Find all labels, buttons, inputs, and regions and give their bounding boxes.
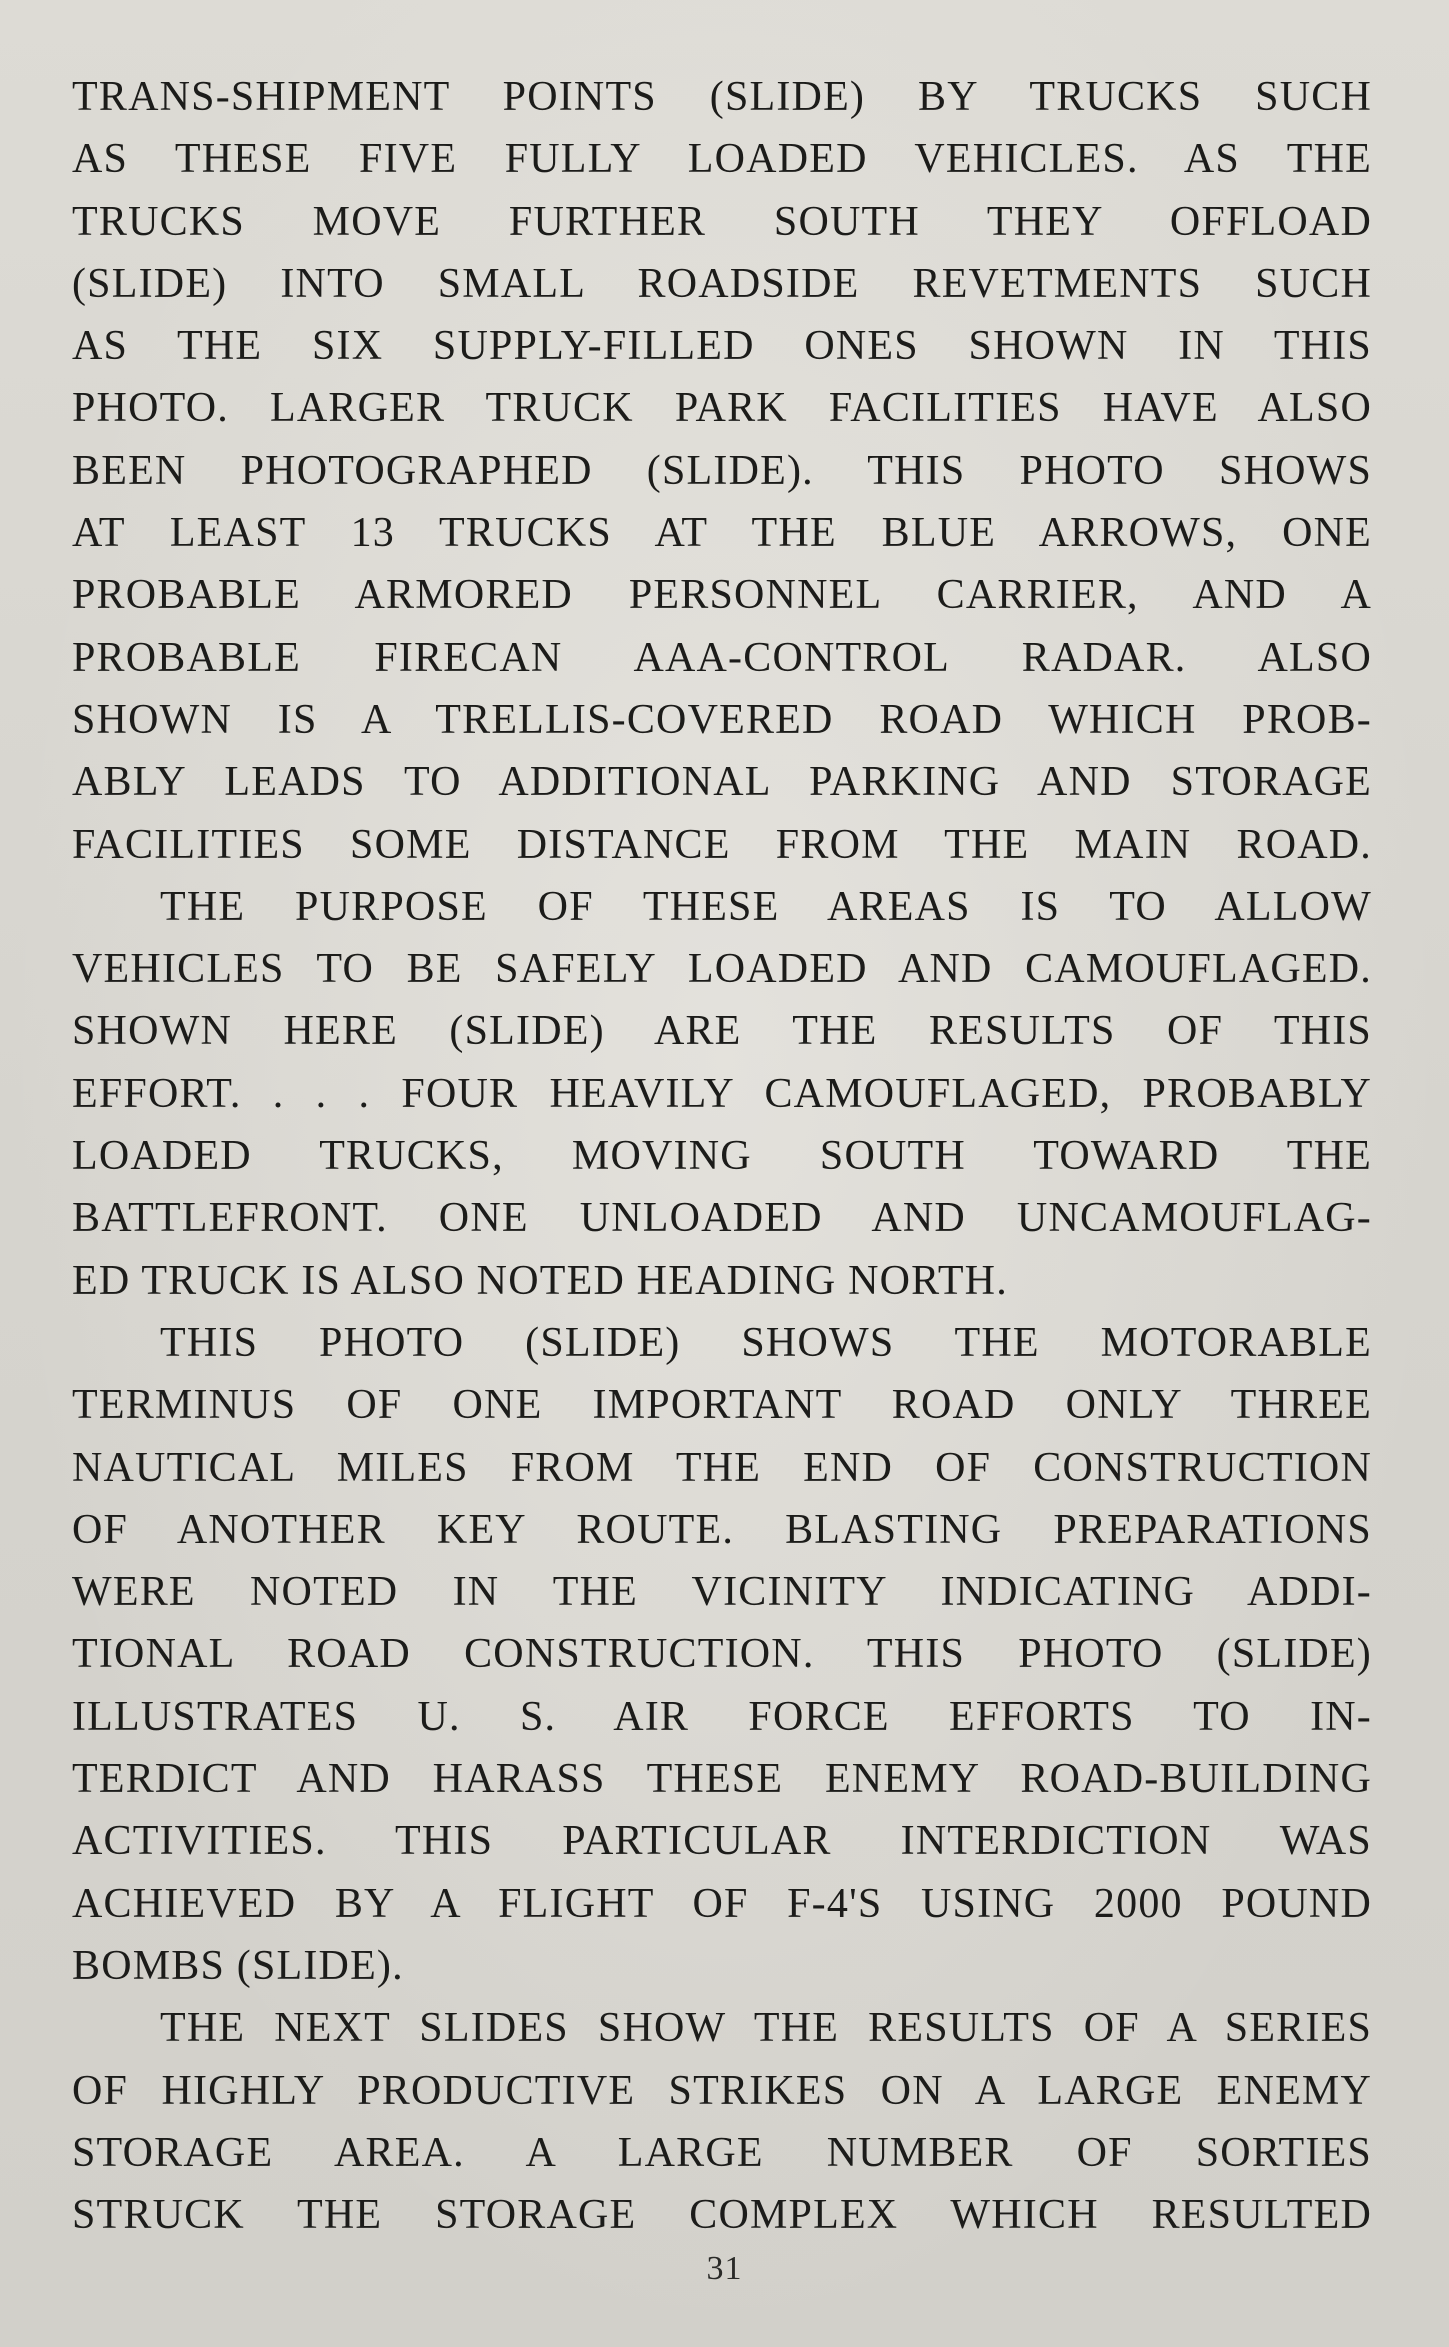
text-line: EFFORT. . . . FOUR HEAVILY CAMOUFLAGED, PROBABLY [72, 1070, 1372, 1117]
text-line: THE NEXT SLIDES SHOW THE RESULTS OF A SERIES [160, 2005, 1372, 2052]
page-number: 31 [706, 2250, 743, 2287]
text-line: THE PURPOSE OF THESE AREAS IS TO ALLOW [160, 883, 1372, 930]
body-text [72, 66, 1372, 2246]
text-line: STRUCK THE STORAGE COMPLEX WHICH RESULTED [72, 2192, 1372, 2239]
text-line: ACTIVITIES. THIS PARTICULAR INTERDICTION WAS [72, 1818, 1372, 1865]
text-line: BOMBS (SLIDE). [72, 1942, 404, 1989]
text-line: TRUCKS MOVE FURTHER SOUTH THEY OFFLOAD [72, 198, 1372, 245]
text-line: BATTLEFRONT. ONE UNLOADED AND UNCAMOUFLAG- [72, 1195, 1372, 1242]
text-line: PROBABLE FIRECAN AAA-CONTROL RADAR. ALSO [72, 634, 1372, 681]
text-line: TRANS-SHIPMENT POINTS (SLIDE) BY TRUCKS SUCH [72, 74, 1372, 120]
text-line: BEEN PHOTOGRAPHED (SLIDE). THIS PHOTO SHOWS [72, 447, 1372, 494]
text-line: TIONAL ROAD CONSTRUCTION. THIS PHOTO (SLIDE) [72, 1631, 1372, 1678]
text-line: FACILITIES SOME DISTANCE FROM THE MAIN ROAD. [72, 821, 1372, 868]
text-line: AS THE SIX SUPPLY-FILLED ONES SHOWN IN THIS [72, 323, 1372, 370]
text-line: VEHICLES TO BE SAFELY LOADED AND CAMOUFLAGED. [72, 946, 1372, 993]
text-line: NAUTICAL MILES FROM THE END OF CONSTRUCTION [72, 1444, 1372, 1491]
text-line: OF HIGHLY PRODUCTIVE STRIKES ON A LARGE ENEMY [72, 2067, 1372, 2114]
text-line: AT LEAST 13 TRUCKS AT THE BLUE ARROWS, ONE [72, 510, 1372, 557]
text-line: PROBABLE ARMORED PERSONNEL CARRIER, AND A [72, 572, 1372, 619]
text-line: AS THESE FIVE FULLY LOADED VEHICLES. AS THE [72, 136, 1372, 183]
text-line: SHOWN IS A TRELLIS-COVERED ROAD WHICH PROB- [72, 696, 1372, 743]
text-line: TERMINUS OF ONE IMPORTANT ROAD ONLY THREE [72, 1382, 1372, 1429]
text-line: THIS PHOTO (SLIDE) SHOWS THE MOTORABLE [160, 1319, 1372, 1366]
text-line: STORAGE AREA. A LARGE NUMBER OF SORTIES [72, 2129, 1372, 2176]
text-line: LOADED TRUCKS, MOVING SOUTH TOWARD THE [72, 1133, 1372, 1180]
text-line: PHOTO. LARGER TRUCK PARK FACILITIES HAVE ALSO [72, 385, 1372, 432]
text-line: OF ANOTHER KEY ROUTE. BLASTING PREPARATIONS [72, 1506, 1372, 1553]
text-line: ILLUSTRATES U. S. AIR FORCE EFFORTS TO IN- [72, 1693, 1372, 1740]
text-line: ABLY LEADS TO ADDITIONAL PARKING AND STORAGE [72, 759, 1372, 806]
text-line: WERE NOTED IN THE VICINITY INDICATING ADDI- [72, 1569, 1372, 1616]
text-line: ED TRUCK IS ALSO NOTED HEADING NORTH. [72, 1257, 1008, 1304]
text-line: (SLIDE) INTO SMALL ROADSIDE REVETMENTS SUCH [72, 260, 1372, 307]
text-line: ACHIEVED BY A FLIGHT OF F-4'S USING 2000 POUND [72, 1880, 1372, 1927]
text-line: TERDICT AND HARASS THESE ENEMY ROAD-BUILDING [72, 1756, 1372, 1803]
text-line: SHOWN HERE (SLIDE) ARE THE RESULTS OF THIS [72, 1008, 1372, 1055]
